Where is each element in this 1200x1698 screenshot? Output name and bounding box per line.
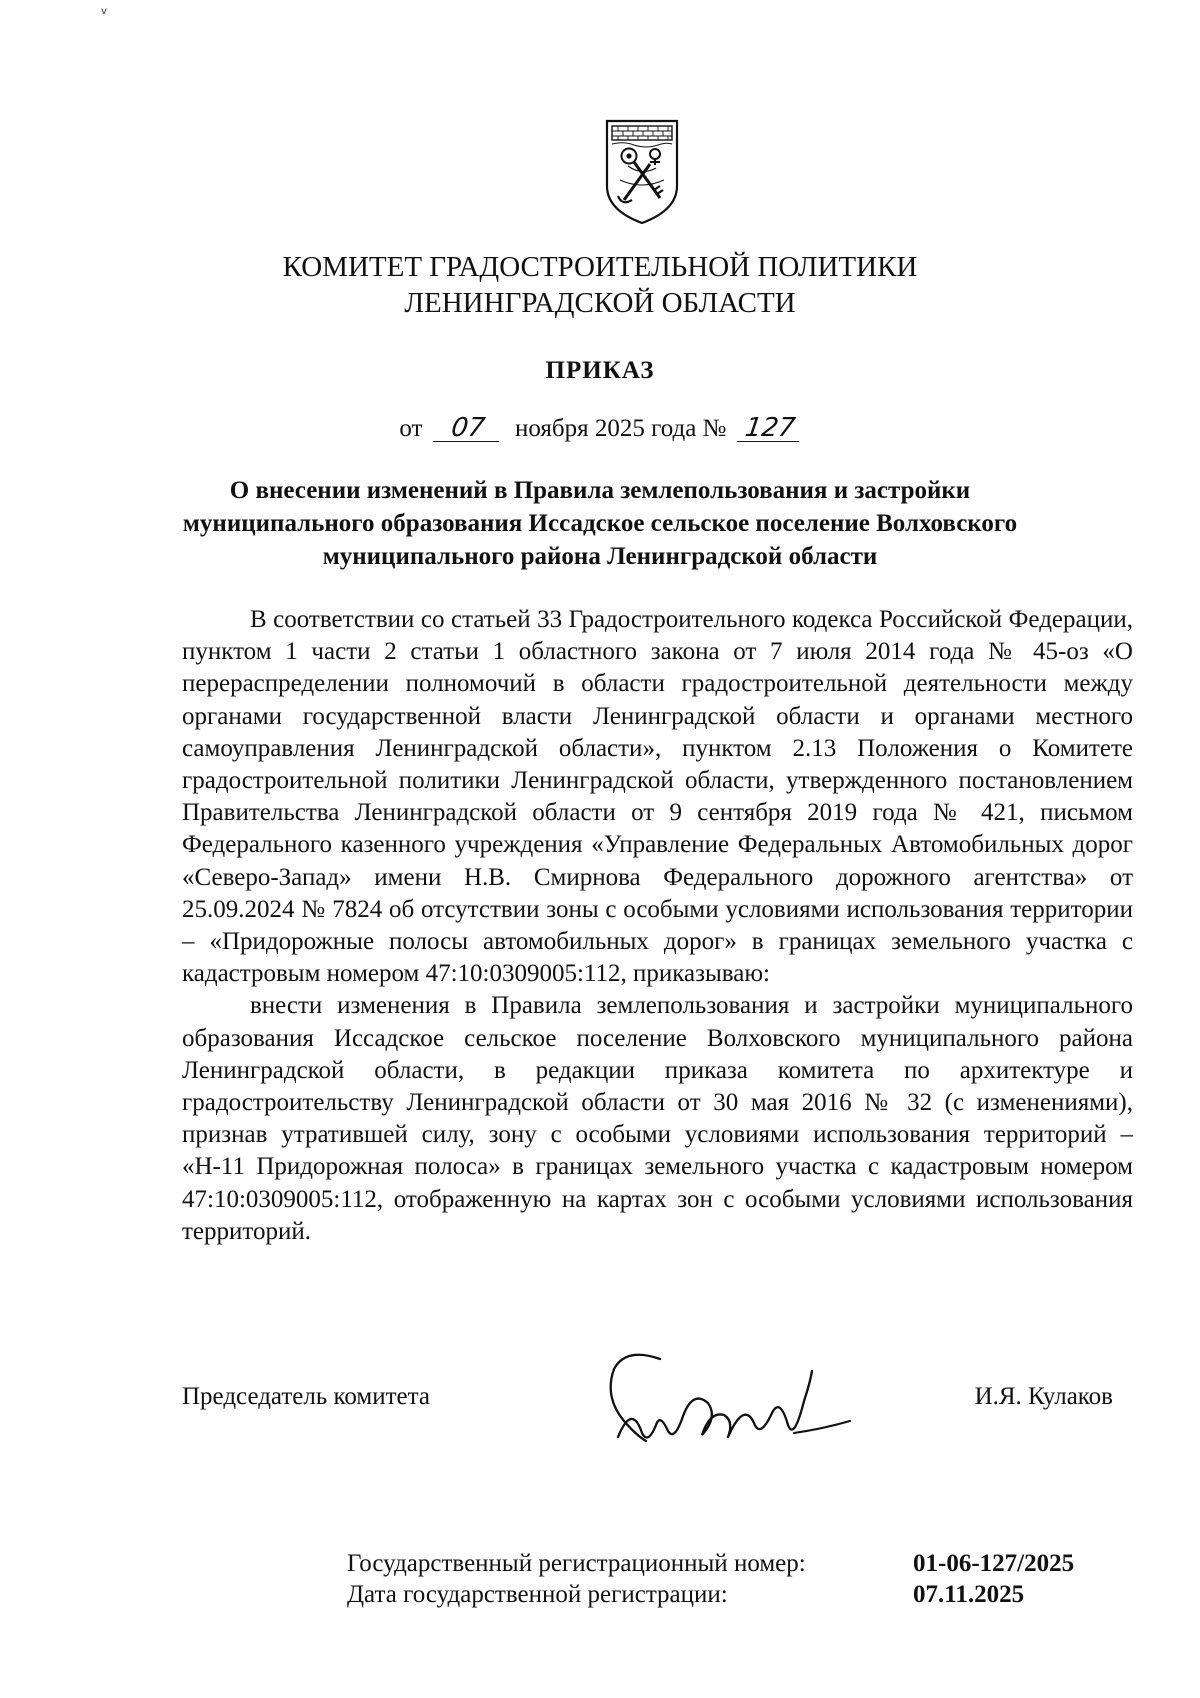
document-body bbox=[182, 604, 1133, 1248]
signatory-name: И.Я. Кулаков bbox=[974, 1383, 1113, 1410]
registration-labels bbox=[347, 1548, 806, 1610]
body-paragraph: внести изменения в Правила землепользования и застройки муниципального образования Иссадское сельское поселение Волховского муниципального района Ленинградской области, в редакции приказа комитета по архитектуре и градостроительству Ленинградской области от 30 мая 2016 № 32 (с изменениями), признав утратившей силу, зону с особыми условиями использования территорий – «Н-11 Придорожная полоса» в границах земельного участка с кадастровым номером 47:10:0309005:112, отображенную на картах зон с особыми условиями использования территорий. bbox=[182, 992, 1133, 1245]
registration-values bbox=[913, 1548, 1074, 1610]
dateline-prefix: от bbox=[399, 415, 423, 442]
scan-mark: v bbox=[101, 6, 107, 17]
dateline-month-year: ноября 2025 года № bbox=[514, 415, 727, 442]
handwritten-signature bbox=[598, 1341, 860, 1463]
org-name-line1: КОМИТЕТ ГРАДОСТРОИТЕЛЬНОЙ ПОЛИТИКИ bbox=[282, 251, 918, 283]
registration-number-value: 01-06-127/2025 bbox=[913, 1550, 1075, 1577]
org-name-line2: ЛЕНИНГРАДСКОЙ ОБЛАСТИ bbox=[404, 287, 796, 319]
coat-of-arms-emblem bbox=[604, 118, 680, 226]
signatory-role: Председатель комитета bbox=[182, 1383, 430, 1410]
registration-date-value: 07.11.2025 bbox=[913, 1581, 1025, 1608]
document-dateline bbox=[0, 414, 1200, 444]
registration-number-label: Государственный регистрационный номер: bbox=[347, 1550, 806, 1577]
date-day-handwritten: 07 bbox=[433, 415, 503, 442]
body-paragraph: В соответствии со статьей 33 Градостроительного кодекса Российской Федерации, пунктом 1 части 2 статьи 1 областного закона от 7 июля 2014 года № 45-оз «О перераспределении полномочий в области градостроительной деятельности между органами государственной власти Ленинградской области и органами местного самоуправления Ленинградской области», пунктом 2.13 Положения о Комитете градостроительной политики Ленинградской области, утвержденного постановлением Правительства Ленинградской области от 9 сентября 2019 года № 421, письмом Федерального казенного учреждения «Управление Федеральных Автомобильных дорог «Северо-Запад» имени Н.В. Смирнова Федерального дорожного агентства» от 25.09.2024 № 7824 об отсутствии зоны с особыми условиями использования территории – «Придорожные полосы автомобильных дорог» в границах земельного участка с кадастровым номером 47:10:0309005:112, приказываю: bbox=[182, 606, 1133, 988]
document-subject: О внесении изменений в Правила землепользования и застройки муниципального образования Иссадское сельское поселение Волховского муниципального района Ленинградской области bbox=[182, 477, 1018, 570]
registration-date-label: Дата государственной регистрации: bbox=[347, 1581, 728, 1608]
document-type: ПРИКАЗ bbox=[545, 357, 655, 384]
order-number-handwritten: 127 bbox=[737, 415, 803, 442]
